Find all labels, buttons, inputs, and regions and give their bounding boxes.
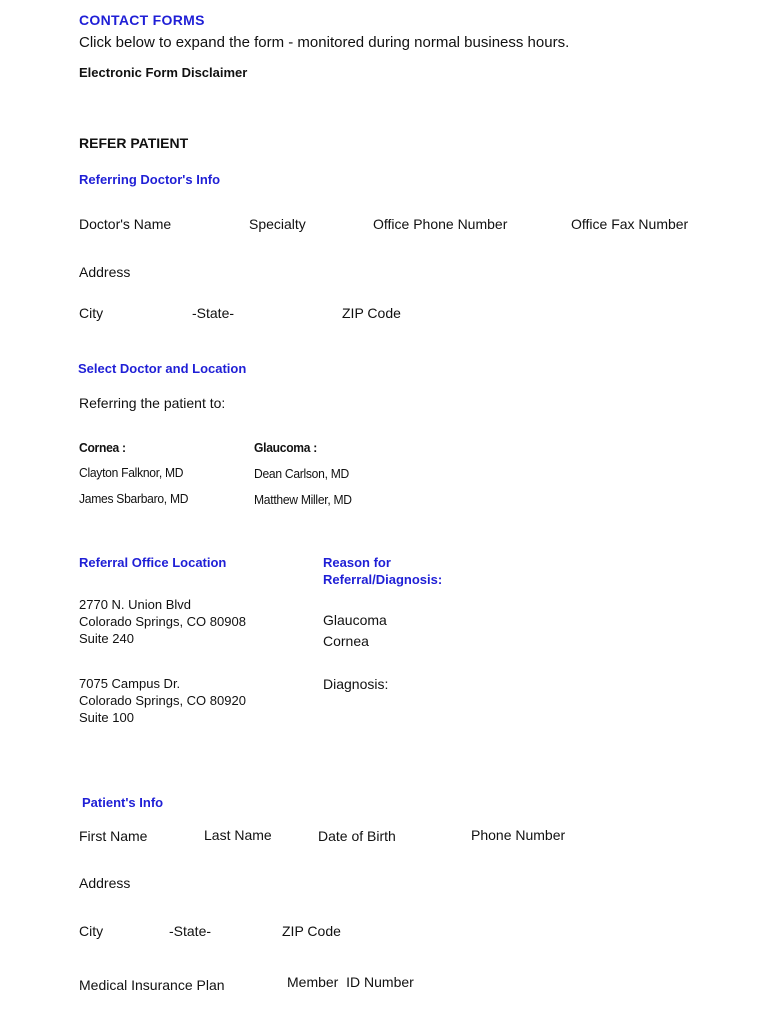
patient-city-field[interactable]: City [79,923,104,939]
doctor-state-select[interactable]: -State- [192,305,235,321]
location-campus-line1: 7075 Campus Dr. [79,676,181,691]
doctors-name-field[interactable]: Doctor's Name [79,216,172,232]
patient-address-field[interactable]: Address [79,875,131,891]
patient-phone-field[interactable]: Phone Number [471,827,566,843]
patient-state-select[interactable]: -State- [169,923,212,939]
select-doctor-heading: Select Doctor and Location [78,361,247,376]
cornea-label: Cornea : [79,440,126,455]
first-name-field[interactable]: First Name [79,828,148,844]
office-phone-field[interactable]: Office Phone Number [373,216,508,232]
insurance-plan-field[interactable]: Medical Insurance Plan [79,977,225,993]
reason-option-glaucoma[interactable]: Glaucoma [323,612,387,628]
reason-heading-line1: Reason for [323,555,391,570]
location-campus-line3: Suite 100 [79,710,134,725]
doctor-zip-field[interactable]: ZIP Code [342,305,401,321]
location-campus-line2: Colorado Springs, CO 80920 [79,693,246,708]
member-id-field[interactable]: Member ID Number [287,974,414,990]
reason-option-cornea[interactable]: Cornea [323,633,369,649]
doctor-option-sbarbaro[interactable]: James Sbarbaro, MD [79,491,189,506]
doctor-address-field[interactable]: Address [79,264,131,280]
doctor-option-miller[interactable]: Matthew Miller, MD [254,492,352,507]
patient-zip-field[interactable]: ZIP Code [282,923,341,939]
office-fax-field[interactable]: Office Fax Number [571,216,689,232]
doctor-city-field[interactable]: City [79,305,104,321]
page-title: CONTACT FORMS [79,12,205,28]
location-union-line1: 2770 N. Union Blvd [79,597,192,612]
glaucoma-label: Glaucoma : [254,440,318,455]
doctor-option-falknor[interactable]: Clayton Falknor, MD [79,465,184,480]
patient-info-heading: Patient's Info [82,795,164,810]
reason-heading [323,554,523,588]
location-union-line2: Colorado Springs, CO 80908 [79,614,246,629]
refer-patient-heading: REFER PATIENT [79,135,189,151]
date-of-birth-field[interactable]: Date of Birth [318,828,396,844]
location-union-line3: Suite 240 [79,631,134,646]
referring-to-label: Referring the patient to: [79,395,226,411]
location-option-union[interactable] [79,596,299,647]
specialty-field[interactable]: Specialty [249,216,306,232]
location-option-campus[interactable] [79,675,299,726]
page-subtitle: Click below to expand the form - monitored during normal business hours. [79,34,570,51]
referring-doctor-heading: Referring Doctor's Info [79,172,221,187]
last-name-field[interactable]: Last Name [204,827,272,843]
reason-heading-line2: Referral/Diagnosis: [323,572,443,587]
disclaimer-link[interactable]: Electronic Form Disclaimer [79,65,248,80]
doctor-option-carlson[interactable]: Dean Carlson, MD [254,466,349,481]
office-location-heading: Referral Office Location [79,555,227,570]
diagnosis-field[interactable]: Diagnosis: [323,676,389,692]
